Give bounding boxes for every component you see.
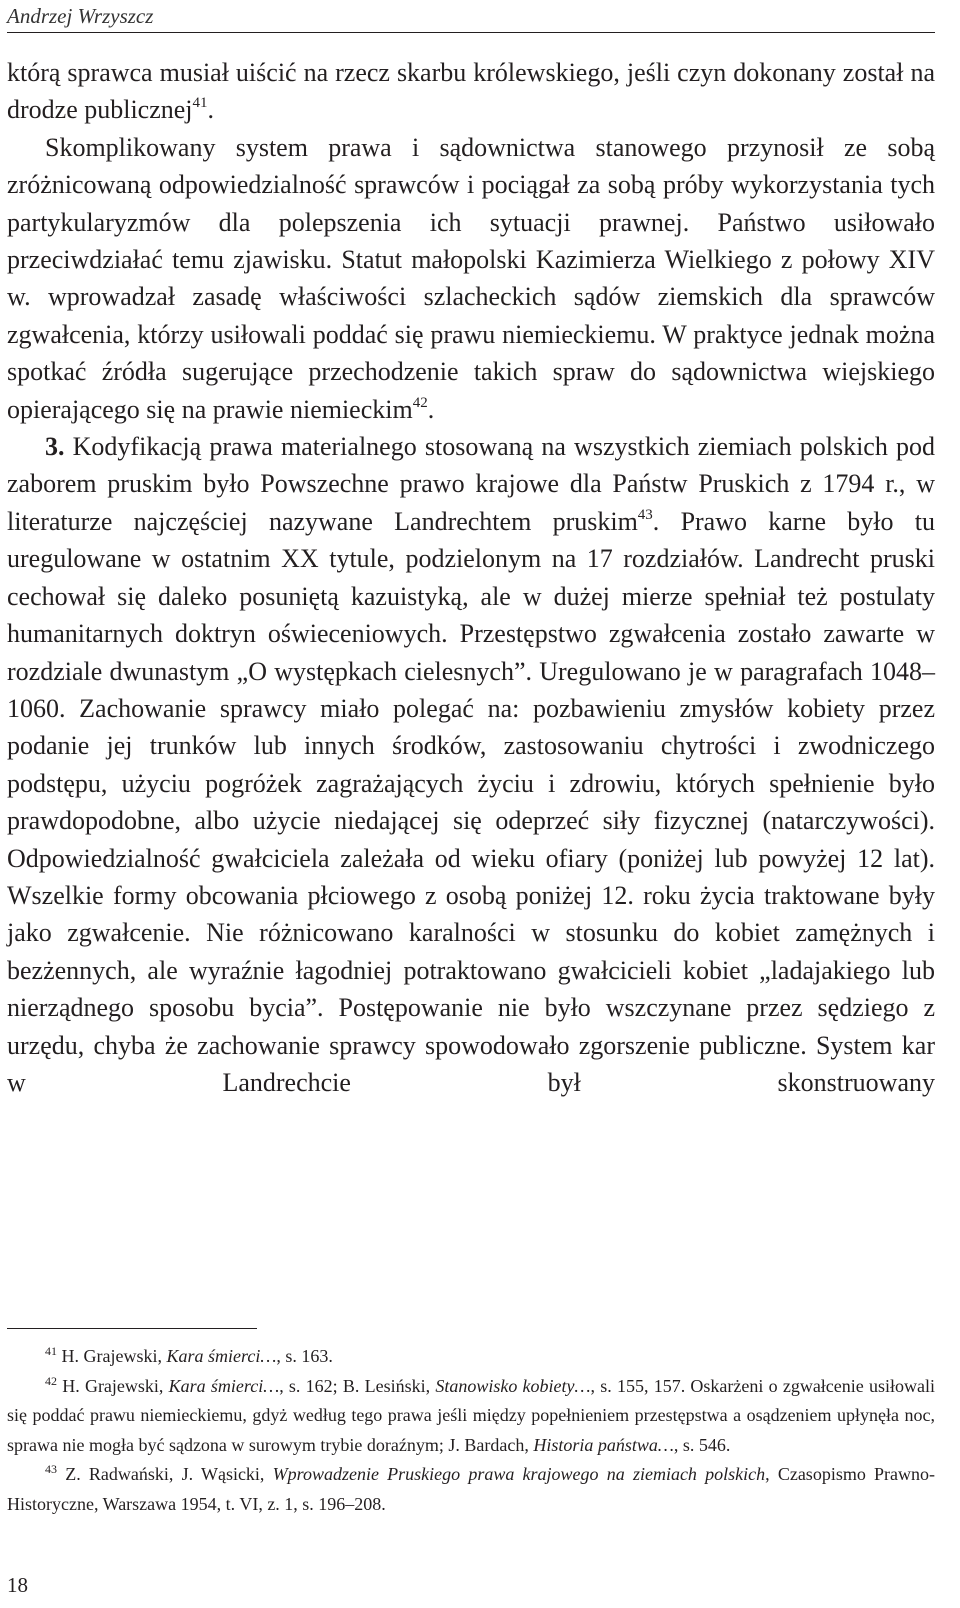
paragraph-3 bbox=[7, 428, 935, 1101]
footnotes bbox=[7, 1342, 935, 1519]
running-head-author: Andrzej Wrzyszcz bbox=[7, 4, 154, 28]
footnote-number: 42 bbox=[45, 1373, 57, 1388]
footnote-43 bbox=[7, 1460, 935, 1519]
footnote-rule bbox=[7, 1328, 257, 1329]
footnote-title: Historia państwa… bbox=[533, 1434, 674, 1455]
footnote-text: , s. 162; B. Lesiński, bbox=[279, 1375, 436, 1396]
footnote-number: 41 bbox=[45, 1344, 57, 1358]
paragraph-end: . bbox=[427, 394, 435, 424]
paragraph-text: którą sprawca musiał uiścić na rzecz skarbu królewskiego, jeśli czyn dokonany został na drodze publicznej bbox=[7, 58, 935, 125]
footnote-text: H. Grajewski, bbox=[57, 1346, 167, 1366]
paragraph-text: Skomplikowany system prawa i sądownictwa stanowego przynosił ze sobą zróżnicowaną odpowiedzialność sprawców i pociągał za sobą próby wykorzystania tych partykularyzmów dla polepszenia ich sytuacji prawnej. Państwo usiłowało przeciwdziałać temu zjawisku. Statut małopolski Kazimierza Wielkiego z połowy XIV w. wprowadzał zasadę właściwości szlacheckich sądów ziemskich dla sprawców zgwałcenia, którzy usiłowali poddać się prawu niemieckiemu. W praktyce jednak można spotkać źródła sugerujące przechodzenie takich spraw do sądownictwa wiejskiego opierającego się na prawie niemieckim bbox=[7, 132, 935, 424]
footnote-text: , Czasopismo Prawno-Historyczne, Warszawa 1954, t. VI, z. 1, s. 196–208. bbox=[7, 1464, 936, 1514]
footnote-text: , s. 155, 157. Oskarżeni o zgwałcenie usiłowali się poddać prawu niemieckiemu, gdyż według tego prawa jeśli między popełnieniem przestępstwa a osądzeniem upłynęła noc, sprawa nie mogła być sądzona w surowym trybie doraźnym; J. Bardach, bbox=[7, 1375, 935, 1455]
footnote-text: H. Grajewski, bbox=[57, 1375, 169, 1396]
footnote-ref-43[interactable]: 43 bbox=[637, 506, 653, 523]
footnote-text: , s. 546. bbox=[673, 1434, 731, 1455]
footnote-ref-42[interactable]: 42 bbox=[412, 394, 428, 411]
section-number: 3. bbox=[45, 432, 65, 462]
paragraph-text: . Prawo karne było tu uregulowane w ostatnim XX tytule, podzielonym na 17 rozdziałów. Landrecht pruski cechował się daleko posuniętą kazuistyką, ale w dużej mierze spełniał też postulaty humanitarnych doktryn oświeceniowych. Przestępstwo zgwałcenia zostało zawarte w rozdziale dwunastym „O występkach cielesnych”. Uregulowano je w paragrafach 1048–1060. Zachowanie sprawcy miało polegać na: pozbawieniu zmysłów kobiety przez podanie jej trunków lub innych środków, zastosowaniu chytrości i zwodniczego podstępu, użyciu pogróżek zagrażających życiu i zdrowiu, których spełnienie było prawdopodobne, albo użycie niedającej się odeprzeć siły fizycznej (natarczywości). Odpowiedzialność gwałciciela zależała od wieku ofiary (poniżej lub powyżej 12 lat). Wszelkie formy obcowania płciowego z osobą poniżej 12. roku życia traktowane były jako zgwałcenie. Nie różnicowano karalności w stosunku do kobiet zamężnych i bezżennych, ale wyraźnie łagodniej potraktowano gwałcicieli kobiet „ladajakiego lub nierządnego sposobu bycia”. Postępowanie nie było wszczynane przez sędziego z urzędu, chyba że zachowanie sprawcy spowodowało zgorszenie publiczne. System kar w Landrechcie był skonstruowany bbox=[7, 506, 935, 1097]
footnote-title: Wprowadzenie Pruskiego prawa krajowego na ziemiach polskich bbox=[272, 1464, 766, 1484]
footnote-text: , s. 163. bbox=[276, 1346, 333, 1366]
footnote-title: Kara śmierci… bbox=[168, 1375, 280, 1396]
main-text bbox=[7, 54, 935, 1101]
paragraph-continuation bbox=[7, 54, 935, 129]
paragraph-2 bbox=[7, 129, 935, 428]
footnote-ref-41[interactable]: 41 bbox=[192, 95, 208, 112]
header-rule bbox=[7, 32, 935, 33]
paragraph-text: Kodyfikacją prawa materialnego stosowaną na wszystkich ziemiach polskich pod zaborem pruskim było Powszechne prawo krajowe dla Państw Pruskich z 1794 r., w literaturze najczęściej nazywane Landrechtem pruskim bbox=[7, 432, 935, 536]
footnote-text: Z. Radwański, J. Wąsicki, bbox=[57, 1464, 273, 1484]
footnote-42 bbox=[7, 1372, 935, 1461]
page-number: 18 bbox=[7, 1573, 28, 1597]
paragraph-end: . bbox=[207, 95, 215, 125]
footnote-title: Stanowisko kobiety… bbox=[435, 1375, 591, 1396]
footnote-title: Kara śmierci… bbox=[166, 1346, 277, 1366]
footnote-41 bbox=[7, 1342, 935, 1372]
footnote-number: 43 bbox=[45, 1462, 57, 1476]
